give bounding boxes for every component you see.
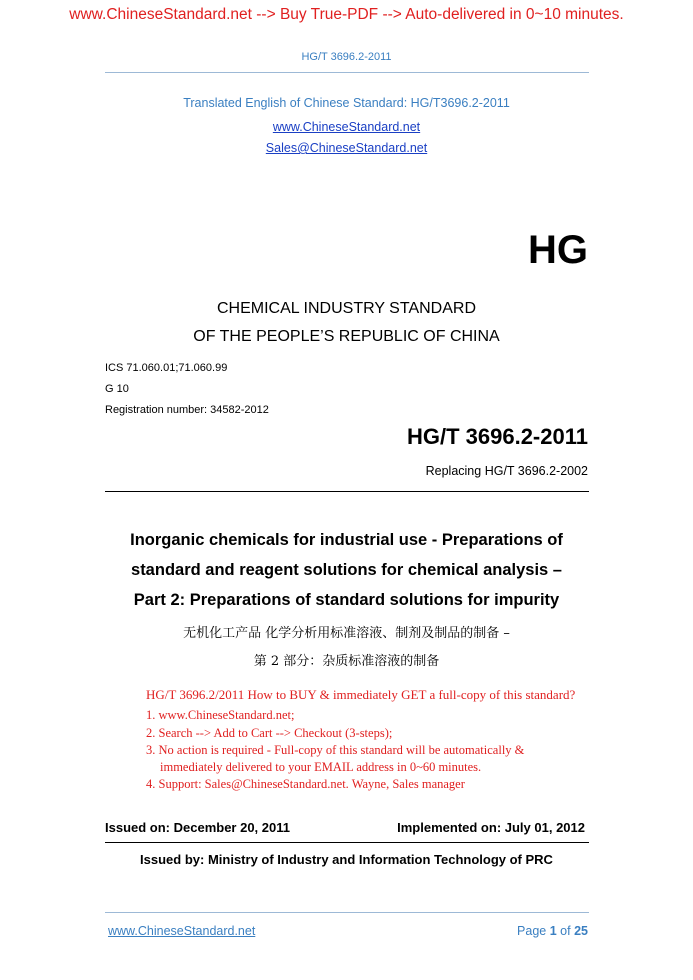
site-link[interactable]: www.ChineseStandard.net bbox=[272, 120, 421, 134]
issued-on: Issued on: December 20, 2011 bbox=[105, 820, 290, 835]
title-line-3: Part 2: Preparations of standard solutions for impurity bbox=[133, 591, 560, 609]
footer-site-link[interactable] bbox=[108, 924, 255, 938]
header-standard-code: HG/T 3696.2-2011 bbox=[301, 51, 392, 63]
ics-code: ICS 71.060.01;71.060.99 bbox=[105, 362, 228, 374]
buy-step-3-cont: immediately delivered to your EMAIL address in 0~60 minutes. bbox=[160, 760, 482, 774]
issued-by: Issued by: Ministry of Industry and Information Technology of PRC bbox=[140, 852, 553, 867]
page-indicator bbox=[517, 924, 588, 938]
translated-line: Translated English of Chinese Standard: HG/T3696.2-2011 bbox=[183, 96, 510, 110]
buy-step-1[interactable]: 1. www.ChineseStandard.net; bbox=[146, 708, 295, 722]
replacing-note: Replacing HG/T 3696.2-2002 bbox=[425, 464, 588, 478]
hg-mark: HG bbox=[528, 228, 588, 272]
promo-banner[interactable]: www.ChineseStandard.net --> Buy True-PDF --> Auto-delivered in 0~10 minutes. bbox=[69, 6, 624, 23]
g-code: G 10 bbox=[105, 383, 129, 395]
page-prefix: Page bbox=[517, 924, 547, 938]
footer-site-text: www.ChineseStandard.net bbox=[108, 924, 256, 938]
chinese-title-line-1: 无机化工产品 化学分析用标准溶液、制剂及制品的制备 – bbox=[183, 626, 510, 641]
chinese-title-line-2: 第 2 部分：杂质标准溶液的制备 bbox=[253, 654, 440, 669]
registration-number: Registration number: 34582-2012 bbox=[105, 404, 269, 416]
footer-divider bbox=[105, 912, 589, 913]
page-total: 25 bbox=[574, 924, 588, 938]
buy-step-3: 3. No action is required - Full-copy of this standard will be automatically & bbox=[146, 743, 525, 757]
buy-step-4[interactable]: 4. Support: Sales@ChineseStandard.net. Wayne, Sales manager bbox=[146, 777, 465, 791]
title-line-2: standard and reagent solutions for chemical analysis – bbox=[131, 561, 562, 579]
implemented-on: Implemented on: July 01, 2012 bbox=[397, 820, 585, 835]
title-line-1: Inorganic chemicals for industrial use - Preparations of bbox=[130, 531, 563, 549]
buy-heading: HG/T 3696.2/2011 How to BUY & immediately GET a full-copy of this standard? bbox=[146, 687, 576, 702]
standard-type-line-1: CHEMICAL INDUSTRY STANDARD bbox=[217, 300, 476, 317]
site-link-row bbox=[0, 118, 693, 136]
page-current: 1 bbox=[549, 924, 557, 938]
header-divider bbox=[105, 72, 589, 73]
sales-email-link[interactable]: Sales@ChineseStandard.net bbox=[265, 141, 428, 155]
dates-divider bbox=[105, 842, 589, 843]
standard-type-line-2: OF THE PEOPLE’S REPUBLIC OF CHINA bbox=[193, 328, 500, 345]
buy-step-2: 2. Search --> Add to Cart --> Checkout (3-steps); bbox=[146, 726, 393, 740]
sales-link-row bbox=[0, 139, 693, 157]
page-of: of bbox=[560, 924, 571, 938]
title-divider bbox=[105, 491, 589, 492]
standard-number: HG/T 3696.2-2011 bbox=[406, 424, 588, 449]
